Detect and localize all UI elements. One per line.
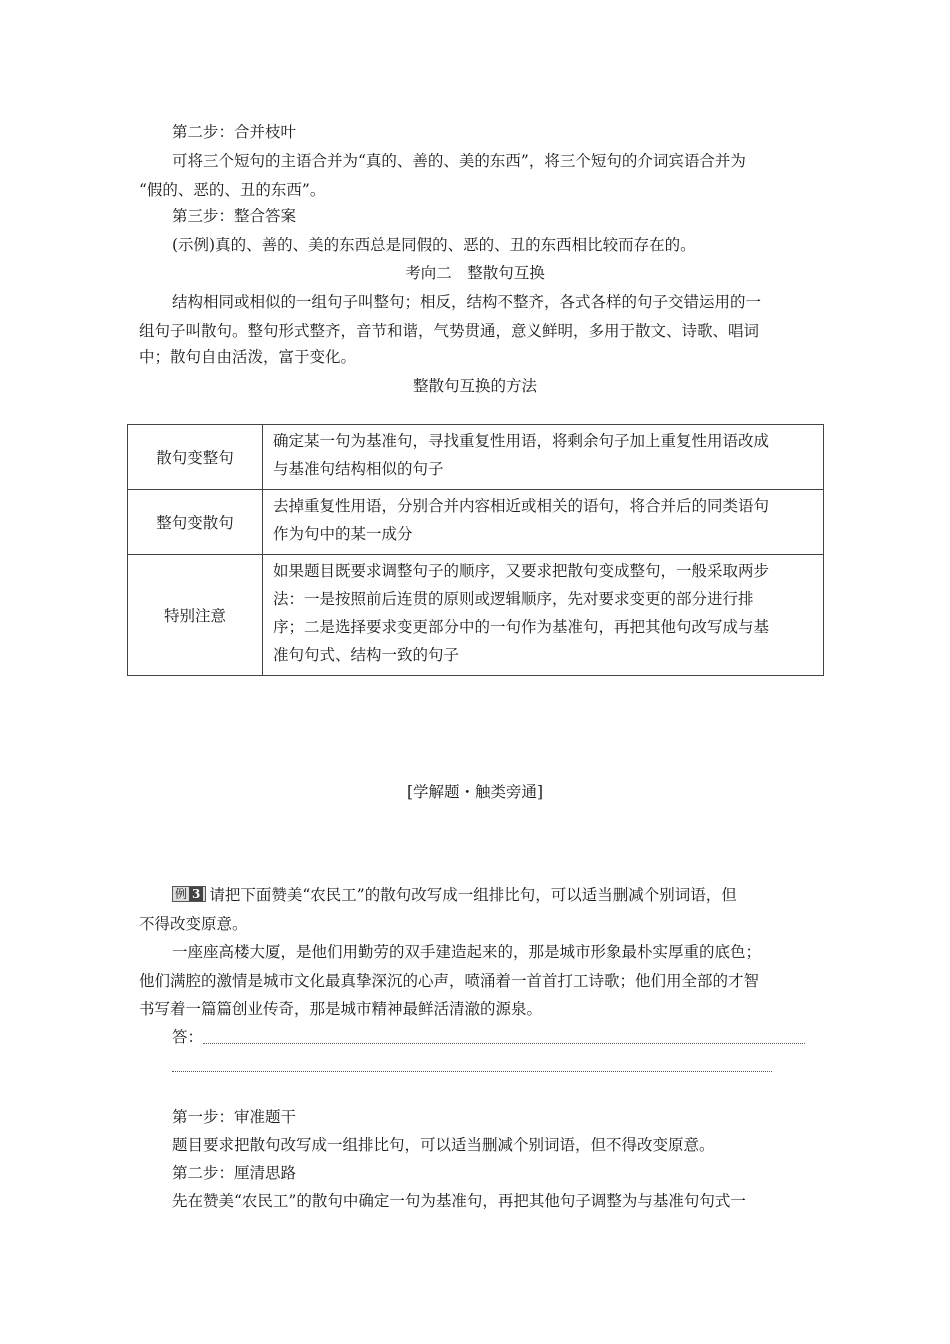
row-content	[263, 490, 824, 555]
step-title: 第二步：厘清思路	[172, 1164, 297, 1182]
paragraph-line: “假的、恶的、丑的东西”。	[139, 181, 326, 199]
cell-line: 序；二是选择要求变更部分中的一句作为基准句，再把其他句改写成与基	[273, 618, 770, 636]
paragraph-line: 组句子叫散句。整句形式整齐，音节和谐，气势贯通，意义鲜明，多用于散文、诗歌、唱词	[139, 322, 760, 340]
row-content	[263, 425, 824, 490]
step-title: 第一步：审准题干	[172, 1108, 297, 1126]
table-row	[128, 490, 824, 555]
paragraph-line: (示例)真的、善的、美的东西总是同假的、恶的、丑的东西相比较而存在的。	[172, 236, 696, 254]
cell-line: 与基准句结构相似的句子	[273, 460, 444, 478]
example-tag: 例 3	[172, 886, 206, 902]
row-content	[263, 555, 824, 676]
table-row	[128, 425, 824, 490]
cell-line: 准句句式、结构一致的句子	[273, 646, 460, 664]
passage-line: 他们满腔的激情是城市文化最真挚深沉的心声，喷涌着一首首打工诗歌；他们用全部的才智	[139, 972, 760, 990]
cell-line: 如果题目既要求调整句子的顺序，又要求把散句变成整句，一般采取两步	[273, 562, 770, 580]
paragraph-line: 可将三个短句的主语合并为“真的、善的、美的东西”，将三个短句的介词宾语合并为	[172, 152, 746, 170]
paragraph-line: 题目要求把散句改写成一组排比句，可以适当删减个别词语，但不得改变原意。	[172, 1136, 715, 1154]
answer-line[interactable]	[172, 1071, 772, 1072]
cell-line: 确定某一句为基准句，寻找重复性用语，将剩余句子加上重复性用语改成	[273, 432, 770, 450]
paragraph-line: 结构相同或相似的一组句子叫整句；相反，结构不整齐，各式各样的句子交错运用的一	[172, 293, 762, 311]
row-header: 散句变整句	[128, 425, 263, 490]
passage-line: 书写着一篇篇创业传奇，那是城市精神最鲜活清澈的源泉。	[139, 1000, 543, 1018]
cell-line: 作为句中的某一成分	[273, 525, 413, 543]
row-header: 特别注意	[128, 555, 263, 676]
table-title: 整散句互换的方法	[412, 377, 537, 395]
cell-line: 法：一是按照前后连贯的原则或逻辑顺序，先对要求变更的部分进行排	[273, 590, 754, 608]
step-title: 第三步：整合答案	[172, 207, 297, 225]
paragraph-line: 先在赞美“农民工”的散句中确定一句为基准句，再把其他句子调整为与基准句句式一	[172, 1192, 746, 1210]
section-heading: 考向二 整散句互换	[405, 264, 545, 282]
answer-label: 答：	[172, 1028, 204, 1046]
paragraph-line: 中；散句自由活泼，富于变化。	[139, 348, 357, 366]
passage-line: 一座座高楼大厦，是他们用勤劳的双手建造起来的，那是城市形象最朴实厚重的底色；	[172, 943, 762, 961]
row-header: 整句变散句	[128, 490, 263, 555]
cell-line: 去掉重复性用语，分别合并内容相近或相关的语句，将合并后的同类语句	[273, 497, 770, 515]
step-title: 第二步：合并枝叶	[172, 123, 297, 141]
methods-table	[127, 424, 824, 676]
answer-line[interactable]	[203, 1043, 805, 1044]
practice-banner: [学解题・触类旁通]	[406, 783, 544, 801]
question-line: 例 3 请把下面赞美“农民工”的散句改写成一组排比句，可以适当删减个别词语，但	[172, 885, 737, 905]
question-line: 不得改变原意。	[139, 915, 248, 933]
table-row	[128, 555, 824, 676]
